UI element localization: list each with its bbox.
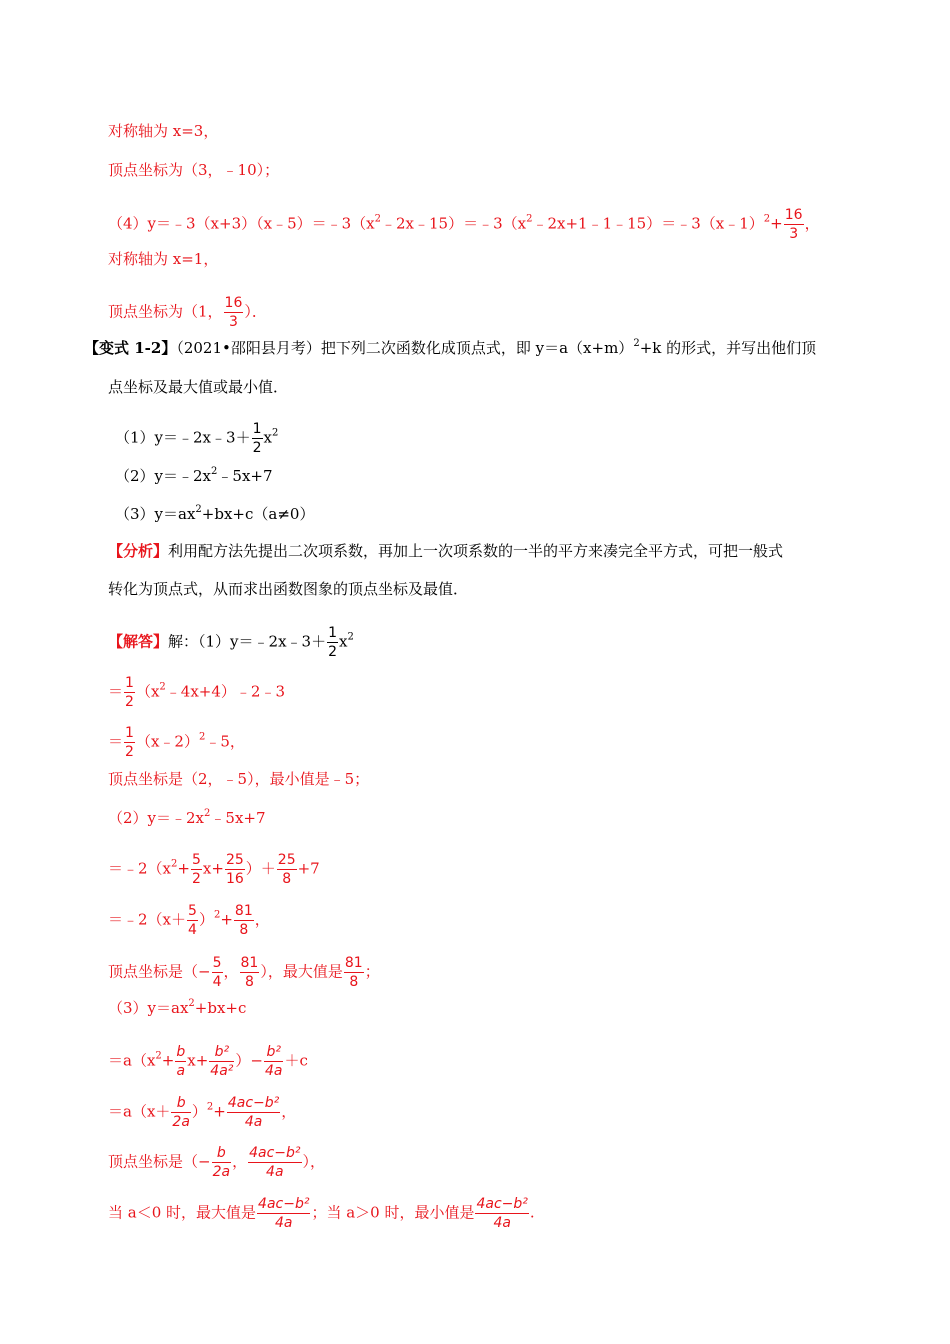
vertex-line-1: 顶点坐标为（1， $\frac{16}{3}$ ）． <box>108 295 267 330</box>
question-2: $(2)y=﹣2x^2﹣5x+7$ <box>115 466 273 485</box>
solution-1-step-2: ＝ $\frac{1}{2}$ （x﹣2）$^2$﹣5， <box>108 725 245 760</box>
solution-3-vertex: 顶点坐标是（− $\frac{b}{2a}$ ， $\frac{\text{4ac−b²}}{4a}$ ）， <box>108 1145 326 1180</box>
question-1: （1）y＝﹣2x﹣3＋ $\frac{1}{2}$ $x^2$ <box>115 421 279 456</box>
analysis-line-2: 转化为顶点式，从而求出函数图象的顶点坐标及最值． <box>108 580 469 598</box>
answer-intro: 【解答】解：（1）y＝﹣2x﹣3＋ $\frac{1}{2}$ $x^2$ <box>108 625 354 660</box>
solution-3-extrema: 当 a＜0 时，最大值是 $\frac{\text{4ac−b²}}{4a}$ ；当 a＞0 时，最小值是 $\frac{\text{4ac−b²}}{4a}$ . <box>108 1196 535 1231</box>
solution-3-step-1: $=a(x^2+$ $\frac{b}{a}$ x+ $\frac{\text{b²}}{\text{4a²}}$ ）− $\frac{\text{b²}}{4a}$ ＋c <box>108 1044 308 1079</box>
solution-2-vertex: 顶点坐标是（− $\frac{5}{4}$ ， $\frac{81}{8}$ ），最大值是 $\frac{81}{8}$ ； <box>108 955 380 990</box>
analysis-tag: 【分析】 <box>108 542 169 560</box>
equation-4: $(4)y=﹣3(x+3)(x﹣5)=﹣3(x^2﹣2x﹣15)=﹣3(x^2﹣2x+1﹣1﹣15)=﹣3(x﹣1)^2+$ $\frac{16}{3}$ ， <box>108 207 820 242</box>
axis-line-3: 对称轴为 x=3， <box>108 122 219 140</box>
solution-3-step-2: ＝a（x＋ $\frac{b}{2a}$ ）$^2$+ $\frac{\text{4ac−b²}}{4a}$ ， <box>108 1095 297 1130</box>
solution-2-step-1: $=﹣2(x^2+$ $\frac{5}{2}$ x+ $\frac{25}{16}$ ）＋ $\frac{25}{8}$ +7 <box>108 852 320 887</box>
vertex-line-3: 顶点坐标为（3，﹣10）； <box>108 161 280 179</box>
solution-1-step-1: ＝ $\frac{1}{2}$ $(x^2﹣4x+4)﹣2﹣3$ <box>108 675 285 710</box>
analysis-line-1: 【分析】利用配方法先提出二次项系数，再加上一次项系数的一半的平方来凑完全平方式，可把一般式 <box>108 542 784 560</box>
question-3: $(3)y=ax^2+bx+c(a\ne 0)$ <box>115 504 315 523</box>
solution-3-start: $(3)y=ax^2+bx+c$ <box>108 998 247 1017</box>
solution-2-step-2: ＝﹣2（x＋ $\frac{5}{4}$ ）$^2$+ $\frac{81}{8}$ ， <box>108 903 270 938</box>
axis-line-1: 对称轴为 x=1， <box>108 250 219 268</box>
problem-tag: 【变式 1-2】 <box>84 339 177 357</box>
solution-1-vertex: 顶点坐标是（2，﹣5），最小值是﹣5； <box>108 770 370 788</box>
problem-line-2: 点坐标及最大值或最小值． <box>108 378 289 396</box>
solution-2-start: $(2)y=﹣2x^2﹣5x+7$ <box>108 808 266 827</box>
problem-line-1: 【变式 1-2】（2021•邵阳县月考）把下列二次函数化成顶点式，即 $y=a(x+m)^2+k$ 的形式，并写出他们顶 <box>84 338 817 357</box>
answer-tag: 【解答】 <box>108 632 169 651</box>
